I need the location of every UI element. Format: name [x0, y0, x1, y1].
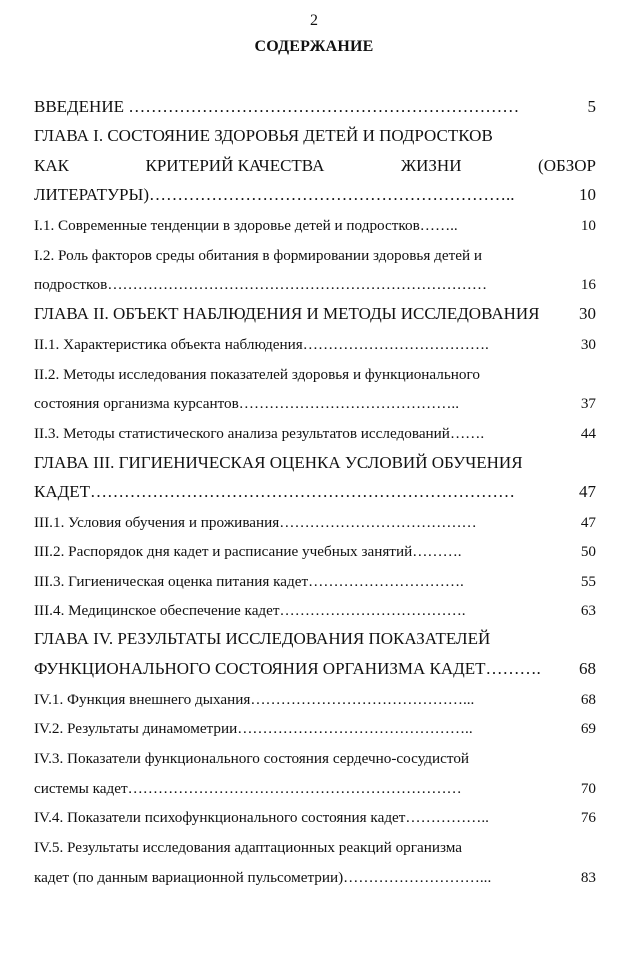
- toc-entry: [34, 363, 596, 387]
- toc-entry: [34, 806, 596, 830]
- toc-entry-text: II.2. Методы исследования показателей здоровья и функционального: [34, 366, 480, 383]
- toc-entry-page: 5: [587, 97, 596, 116]
- toc-entry: [34, 747, 596, 771]
- toc-entry-text: подростков…………………………………………………………………: [34, 276, 488, 293]
- toc-entry-text: кадет (по данным вариационной пульсометрии)………………………...: [34, 869, 492, 886]
- toc-entry-text: III.3. Гигиеническая оценка питания кадет………………………….: [34, 573, 464, 590]
- toc-entry-word: КРИТЕРИЙ КАЧЕСТВА: [145, 156, 325, 175]
- toc-entry-word: КАК: [34, 156, 69, 175]
- toc-entry: [34, 717, 596, 741]
- toc-entry-page: 30: [580, 336, 596, 353]
- toc-entry-page: 55: [580, 573, 596, 590]
- toc-entry-page: 16: [580, 276, 596, 293]
- toc-entry-page: 10: [579, 185, 596, 204]
- toc-entry-word: (ОБЗОР: [538, 156, 596, 175]
- toc-entry: [34, 273, 596, 297]
- toc-entry-text: IV.5. Результаты исследования адаптационных реакций организма: [34, 839, 463, 856]
- toc-entry-page: 70: [580, 780, 596, 797]
- toc-entry-text: IV.2. Результаты динамометрии………………………………………..: [34, 720, 473, 737]
- toc-entry-text: I.2. Роль факторов среды обитания в формировании здоровья детей и: [34, 247, 483, 264]
- toc-entry-text: II.3. Методы статистического анализа результатов исследований…….: [34, 425, 485, 442]
- toc-entry-page: 37: [580, 395, 596, 412]
- toc-entry: [34, 657, 596, 681]
- toc-entry: [34, 480, 596, 504]
- toc-entry: [34, 244, 596, 268]
- toc-entry-text: ГЛАВА II. ОБЪЕКТ НАБЛЮДЕНИЯ И МЕТОДЫ ИССЛЕДОВАНИЯ: [34, 304, 540, 323]
- page-title: СОДЕРЖАНИЕ: [254, 38, 374, 55]
- toc-entry: [34, 124, 596, 148]
- toc-entry: [34, 777, 596, 801]
- toc-entry: [34, 95, 596, 119]
- toc-entry: [34, 836, 596, 860]
- toc-entry: [34, 599, 596, 623]
- toc-entry-page: 50: [580, 543, 596, 560]
- toc-entry-text: ВВЕДЕНИЕ ……………………………………………………………: [34, 97, 520, 116]
- toc-entry: [34, 570, 596, 594]
- toc-entry-text: ГЛАВА I. СОСТОЯНИЕ ЗДОРОВЬЯ ДЕТЕЙ И ПОДРОСТКОВ: [34, 126, 493, 145]
- toc-entry-page: 76: [580, 809, 596, 826]
- toc-entry: [34, 627, 596, 651]
- toc-entry-page: 68: [579, 659, 596, 678]
- toc-entry-text: КАДЕТ…………………………………………………………………: [34, 482, 515, 501]
- toc-entry-word: ЖИЗНИ: [400, 156, 462, 175]
- toc-entry-text: ЛИТЕРАТУРЫ)………………………………………………………..: [34, 185, 515, 204]
- toc-entry: [34, 451, 596, 475]
- toc-entry: [34, 333, 596, 357]
- toc-entry-text: III.4. Медицинское обеспечение кадет……………………………….: [34, 602, 466, 619]
- toc-entry-text: II.1. Характеристика объекта наблюдения……………………………….: [34, 336, 489, 353]
- toc-entry-text: ГЛАВА IV. РЕЗУЛЬТАТЫ ИССЛЕДОВАНИЯ ПОКАЗАТЕЛЕЙ: [34, 629, 491, 648]
- toc-entry: [34, 540, 596, 564]
- toc-entry-page: 44: [580, 425, 596, 442]
- toc-entry-page: 47: [580, 514, 596, 531]
- toc-entry-page: 10: [580, 217, 596, 234]
- toc-entry-text: IV.3. Показатели функционального состояния сердечно-сосудистой: [34, 750, 470, 767]
- toc-entry-text: ФУНКЦИОНАЛЬНОГО СОСТОЯНИЯ ОРГАНИЗМА КАДЕТ……….: [34, 659, 541, 678]
- page-number: 2: [310, 12, 318, 29]
- toc-entry: [34, 154, 596, 178]
- toc-entry-page: 63: [580, 602, 596, 619]
- toc-entry-text: I.1. Современные тенденции в здоровье детей и подростков……..: [34, 217, 458, 234]
- toc-entry: [34, 688, 596, 712]
- toc-entry: [34, 214, 596, 238]
- toc-entry: [34, 392, 596, 416]
- toc-entry: [34, 866, 596, 890]
- toc-entry: [34, 511, 596, 535]
- toc-entry-text: IV.4. Показатели психофункционального состояния кадет……………..: [34, 809, 489, 826]
- toc-entry-page: 83: [580, 869, 596, 886]
- toc-entry-text: III.1. Условия обучения и проживания…………………………………: [34, 514, 477, 531]
- toc-entry-text: состояния организма курсантов……………………………………..: [34, 395, 460, 412]
- toc-entry-text: ГЛАВА III. ГИГИЕНИЧЕСКАЯ ОЦЕНКА УСЛОВИЙ ОБУЧЕНИЯ: [34, 453, 523, 472]
- toc-entry-text: III.2. Распорядок дня кадет и расписание учебных занятий……….: [34, 543, 462, 560]
- toc-entry: [34, 183, 596, 207]
- toc-entry: [34, 302, 596, 326]
- toc-entry-text: IV.1. Функция внешнего дыхания……………………………………...: [34, 691, 475, 708]
- toc-entry-page: 68: [580, 691, 596, 708]
- toc-entry: [34, 422, 596, 446]
- toc-entry-page: 69: [580, 720, 596, 737]
- toc-entry-page: 30: [579, 304, 596, 323]
- toc-entry-text: системы кадет…………………………………………………………: [34, 780, 462, 797]
- toc-entry-page: 47: [579, 482, 596, 501]
